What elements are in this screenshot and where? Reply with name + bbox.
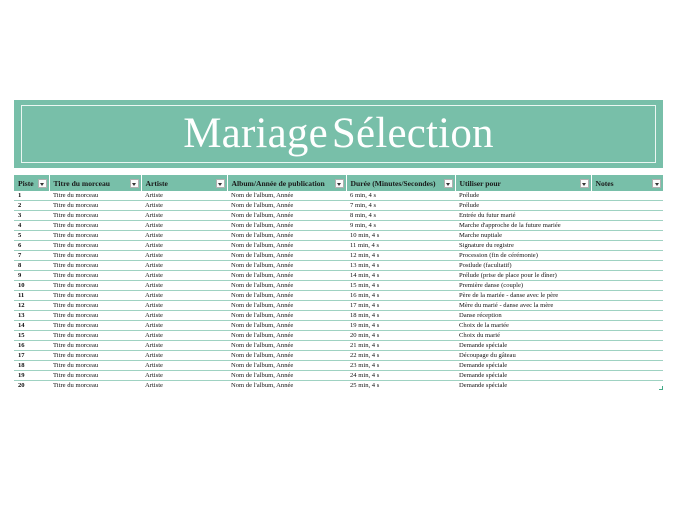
table-cell[interactable]: Artiste xyxy=(141,271,227,281)
page-title xyxy=(14,109,663,159)
table-cell[interactable]: 12 min, 4 s xyxy=(346,251,455,261)
table-cell[interactable]: Nom de l'album, Année xyxy=(227,311,346,321)
table-cell[interactable]: Artiste xyxy=(141,341,227,351)
table-cell[interactable]: Titre du morceau xyxy=(49,361,141,371)
table-cell[interactable]: Artiste xyxy=(141,371,227,381)
table-cell[interactable]: 22 min, 4 s xyxy=(346,351,455,361)
table-cell[interactable] xyxy=(591,381,663,391)
table-cell[interactable]: 7 min, 4 s xyxy=(346,201,455,211)
table-cell[interactable]: 10 min, 4 s xyxy=(346,231,455,241)
table-cell[interactable]: Prélude xyxy=(455,201,591,211)
header-artiste[interactable]: Artiste xyxy=(141,175,227,191)
table-cell[interactable]: Artiste xyxy=(141,311,227,321)
table-row[interactable] xyxy=(14,341,663,351)
table-cell[interactable]: 6 xyxy=(14,241,49,251)
table-cell[interactable]: 24 min, 4 s xyxy=(346,371,455,381)
table-cell[interactable]: Nom de l'album, Année xyxy=(227,251,346,261)
table-row[interactable] xyxy=(14,371,663,381)
table-cell[interactable]: Artiste xyxy=(141,231,227,241)
table-cell[interactable] xyxy=(591,341,663,351)
table-cell[interactable]: Titre du morceau xyxy=(49,221,141,231)
table-cell[interactable]: Nom de l'album, Année xyxy=(227,371,346,381)
header-album[interactable]: Album/Année de publication xyxy=(227,175,346,191)
table-cell[interactable]: Titre du morceau xyxy=(49,331,141,341)
table-cell[interactable]: 5 xyxy=(14,231,49,241)
table-cell[interactable]: Nom de l'album, Année xyxy=(227,271,346,281)
table-cell[interactable]: Entrée du futur marié xyxy=(455,211,591,221)
table-cell[interactable]: Nom de l'album, Année xyxy=(227,331,346,341)
table-cell[interactable]: Titre du morceau xyxy=(49,291,141,301)
table-cell[interactable]: Titre du morceau xyxy=(49,251,141,261)
table-cell[interactable] xyxy=(591,271,663,281)
table-cell[interactable] xyxy=(591,251,663,261)
table-row[interactable] xyxy=(14,381,663,391)
table-cell[interactable]: Titre du morceau xyxy=(49,241,141,251)
dropdown-arrow-icon[interactable] xyxy=(216,179,225,188)
table-cell[interactable]: 12 xyxy=(14,301,49,311)
table-row[interactable] xyxy=(14,201,663,211)
table-row[interactable] xyxy=(14,311,663,321)
table-cell[interactable]: Marche nuptiale xyxy=(455,231,591,241)
table-cell[interactable] xyxy=(591,331,663,341)
table-cell[interactable]: Titre du morceau xyxy=(49,351,141,361)
table-cell[interactable] xyxy=(591,211,663,221)
table-cell[interactable] xyxy=(591,191,663,201)
table-cell[interactable]: Artiste xyxy=(141,291,227,301)
table-cell[interactable]: Titre du morceau xyxy=(49,371,141,381)
table-cell[interactable] xyxy=(591,231,663,241)
table-cell[interactable]: 23 min, 4 s xyxy=(346,361,455,371)
table-cell[interactable]: 13 min, 4 s xyxy=(346,261,455,271)
table-cell[interactable]: Titre du morceau xyxy=(53,382,99,389)
table-cell[interactable]: Choix du marié xyxy=(455,331,591,341)
table-body xyxy=(14,191,663,390)
table-cell[interactable] xyxy=(591,371,663,381)
table-cell[interactable]: Nom de l'album, Année xyxy=(227,231,346,241)
table-cell[interactable]: 20 min, 4 s xyxy=(346,331,455,341)
dropdown-arrow-icon[interactable] xyxy=(130,179,139,188)
table-cell[interactable]: 14 min, 4 s xyxy=(346,271,455,281)
table-cell[interactable]: Artiste xyxy=(141,211,227,221)
table-row[interactable] xyxy=(14,251,663,261)
table-cell[interactable]: Demande spéciale xyxy=(455,371,591,381)
table-cell[interactable]: 17 min, 4 s xyxy=(346,301,455,311)
header-piste[interactable]: Piste xyxy=(14,175,49,191)
table-cell[interactable]: 15 xyxy=(14,331,49,341)
table-cell[interactable]: Première danse (couple) xyxy=(455,281,591,291)
table-cell[interactable] xyxy=(591,291,663,301)
table-row[interactable] xyxy=(14,321,663,331)
table-row[interactable] xyxy=(14,271,663,281)
table-cell[interactable] xyxy=(591,351,663,361)
table-cell[interactable]: Artiste xyxy=(141,281,227,291)
table-cell[interactable]: Marche d'approche de la future mariée xyxy=(455,221,591,231)
table-cell[interactable]: Nom de l'album, Année xyxy=(227,361,346,371)
dropdown-arrow-icon[interactable] xyxy=(444,179,453,188)
table-cell[interactable]: Artiste xyxy=(141,351,227,361)
table-cell[interactable]: Nom de l'album, Année xyxy=(227,261,346,271)
table-cell[interactable]: 8 min, 4 s xyxy=(346,211,455,221)
table-cell[interactable]: 3 xyxy=(14,211,49,221)
table-cell[interactable]: Artiste xyxy=(141,331,227,341)
table-cell[interactable]: 14 xyxy=(14,321,49,331)
table-cell[interactable]: 13 xyxy=(14,311,49,321)
table-cell[interactable]: Titre du morceau xyxy=(49,301,141,311)
table-cell[interactable]: Signature du registre xyxy=(455,241,591,251)
table-cell[interactable]: Choix de la mariée xyxy=(455,321,591,331)
table-cell[interactable]: Artiste xyxy=(141,301,227,311)
table-row[interactable] xyxy=(14,361,663,371)
playlist-table xyxy=(14,175,663,390)
dropdown-arrow-icon[interactable] xyxy=(580,179,589,188)
header-duree[interactable]: Durée (Minutes/Secondes) xyxy=(346,175,455,191)
table-cell[interactable]: Titre du morceau xyxy=(49,271,141,281)
table-cell[interactable]: Artiste xyxy=(141,321,227,331)
table-cell[interactable]: Nom de l'album, Année xyxy=(227,351,346,361)
title-word-2: Sélection xyxy=(331,110,494,157)
table-cell[interactable]: 6 min, 4 s xyxy=(346,191,455,201)
table-cell[interactable]: Danse réception xyxy=(455,311,591,321)
table-cell[interactable]: Artiste xyxy=(141,201,227,211)
table-row[interactable] xyxy=(14,301,663,311)
table-row[interactable] xyxy=(14,191,663,201)
table-cell[interactable]: Procession (fin de cérémonie) xyxy=(455,251,591,261)
table-cell[interactable]: Nom de l'album, Année xyxy=(227,281,346,291)
table-cell[interactable]: Nom de l'album, Année xyxy=(227,301,346,311)
table-cell[interactable]: Demande spéciale xyxy=(459,382,508,389)
table-row[interactable] xyxy=(14,331,663,341)
table-cell[interactable]: Nom de l'album, Année xyxy=(227,201,346,211)
table-cell[interactable]: Nom de l'album, Année xyxy=(231,382,294,389)
table-cell[interactable]: Titre du morceau xyxy=(49,281,141,291)
table-cell[interactable]: Artiste xyxy=(145,382,163,389)
table-cell[interactable]: Nom de l'album, Année xyxy=(227,321,346,331)
table-cell[interactable]: 9 xyxy=(14,271,49,281)
table-cell[interactable] xyxy=(591,361,663,371)
table-cell[interactable]: Titre du morceau xyxy=(49,261,141,271)
table-cell[interactable]: 18 xyxy=(14,361,49,371)
table-cell[interactable]: Nom de l'album, Année xyxy=(227,221,346,231)
table-cell[interactable]: Titre du morceau xyxy=(49,211,141,221)
table-cell[interactable]: 4 xyxy=(14,221,49,231)
table-cell[interactable]: 7 xyxy=(14,251,49,261)
table-cell[interactable]: 8 xyxy=(14,261,49,271)
table-cell[interactable]: Titre du morceau xyxy=(49,231,141,241)
dropdown-arrow-icon[interactable] xyxy=(652,179,661,188)
table-cell[interactable] xyxy=(591,311,663,321)
table-row[interactable] xyxy=(14,261,663,271)
header-row xyxy=(14,175,663,191)
table-cell[interactable]: 9 min, 4 s xyxy=(346,221,455,231)
table-cell[interactable]: Artiste xyxy=(141,221,227,231)
table-cell[interactable]: Titre du morceau xyxy=(49,341,141,351)
table-cell[interactable]: 21 min, 4 s xyxy=(346,341,455,351)
table-cell[interactable]: Titre du morceau xyxy=(49,311,141,321)
table-cell[interactable]: Nom de l'album, Année xyxy=(227,341,346,351)
header-titre[interactable]: Titre du morceau xyxy=(49,175,141,191)
table-cell[interactable]: Titre du morceau xyxy=(49,191,141,201)
table-cell[interactable]: Postlude (facultatif) xyxy=(455,261,591,271)
table-row[interactable] xyxy=(14,231,663,241)
table-cell[interactable]: Artiste xyxy=(141,191,227,201)
table-cell[interactable]: Prélude (prise de place pour le dîner) xyxy=(455,271,591,281)
table-row[interactable] xyxy=(14,291,663,301)
table-cell[interactable]: Nom de l'album, Année xyxy=(227,211,346,221)
table-cell[interactable] xyxy=(591,321,663,331)
table-cell[interactable]: Nom de l'album, Année xyxy=(227,241,346,251)
table-cell[interactable]: Artiste xyxy=(141,261,227,271)
table-cell[interactable]: Prélude xyxy=(455,191,591,201)
title-banner xyxy=(14,100,663,168)
table-cell[interactable]: Artiste xyxy=(141,361,227,371)
table-cell[interactable] xyxy=(591,301,663,311)
table-cell[interactable] xyxy=(591,261,663,271)
table-cell[interactable]: Artiste xyxy=(141,251,227,261)
table-cell[interactable]: 11 min, 4 s xyxy=(346,241,455,251)
table-cell[interactable] xyxy=(591,201,663,211)
table-cell[interactable]: Père de la mariée - danse avec le père xyxy=(455,291,591,301)
table-cell[interactable]: Découpage du gâteau xyxy=(455,351,591,361)
table-row[interactable] xyxy=(14,211,663,221)
table-cell[interactable]: 25 min, 4 s xyxy=(350,382,380,389)
table-cell[interactable]: 19 xyxy=(14,371,49,381)
header-notes[interactable]: Notes xyxy=(591,175,663,191)
table-cell[interactable]: 10 xyxy=(14,281,49,291)
table-cell[interactable]: 11 xyxy=(14,291,49,301)
table-row[interactable] xyxy=(14,221,663,231)
table-cell[interactable]: 2 xyxy=(14,201,49,211)
table-cell[interactable] xyxy=(591,221,663,231)
table-cell[interactable]: 18 min, 4 s xyxy=(346,311,455,321)
table-row[interactable] xyxy=(14,281,663,291)
table-cell[interactable]: 16 min, 4 s xyxy=(346,291,455,301)
table-cell[interactable]: Nom de l'album, Année xyxy=(227,291,346,301)
table-cell[interactable]: 15 min, 4 s xyxy=(346,281,455,291)
title-word-1: Mariage xyxy=(183,110,328,157)
table-cell[interactable] xyxy=(591,281,663,291)
table-row[interactable] xyxy=(14,351,663,361)
table-cell[interactable]: 17 xyxy=(14,351,49,361)
table-cell[interactable]: 20 xyxy=(18,382,25,389)
table-cell[interactable] xyxy=(591,241,663,251)
table-cell[interactable]: Titre du morceau xyxy=(49,201,141,211)
table-cell[interactable]: Titre du morceau xyxy=(49,321,141,331)
table-row[interactable] xyxy=(14,241,663,251)
header-utiliser[interactable]: Utiliser pour xyxy=(455,175,591,191)
dropdown-arrow-icon[interactable] xyxy=(335,179,344,188)
table-cell[interactable]: 16 xyxy=(14,341,49,351)
table-cell[interactable]: 19 min, 4 s xyxy=(346,321,455,331)
table-cell[interactable]: Demande spéciale xyxy=(455,341,591,351)
table-cell[interactable]: Artiste xyxy=(141,241,227,251)
table-cell[interactable]: 1 xyxy=(14,191,49,201)
table-cell[interactable]: Demande spéciale xyxy=(455,361,591,371)
table-cell[interactable]: Mère du marié - danse avec la mère xyxy=(455,301,591,311)
dropdown-arrow-icon[interactable] xyxy=(38,179,47,188)
table-resize-handle[interactable] xyxy=(659,386,663,390)
table-cell[interactable]: Nom de l'album, Année xyxy=(227,191,346,201)
